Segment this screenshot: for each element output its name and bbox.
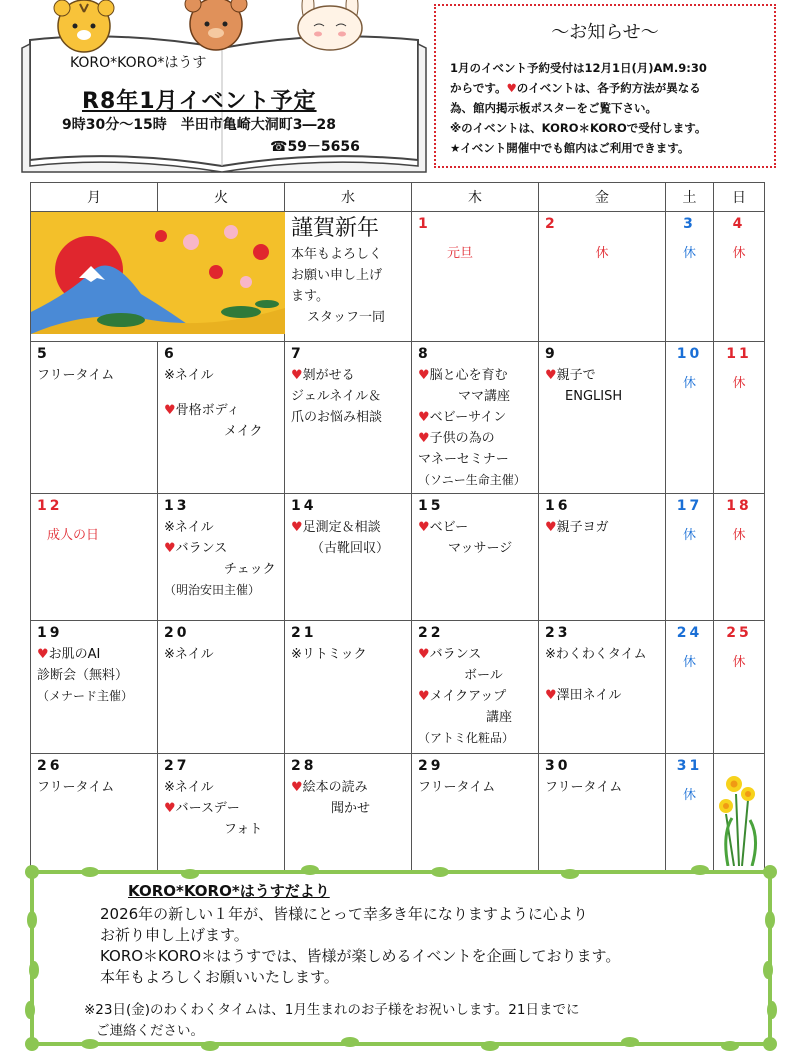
event-text: フォト <box>224 822 263 837</box>
closed-label: 休 <box>682 376 696 391</box>
day-number: 11 <box>726 346 752 362</box>
day-cell <box>158 754 285 874</box>
heart-icon: ♥ <box>418 520 430 535</box>
event-text: マネーセミナー <box>418 452 509 467</box>
closed-label: 休 <box>682 788 696 803</box>
day-number: 18 <box>726 498 752 514</box>
weekday-header-row <box>31 183 765 212</box>
page-title: R8年1月イベント予定 <box>82 89 317 114</box>
event-calendar <box>30 182 765 874</box>
notice-line: からです。♥のイベントは、各予約方法が異なる <box>450 81 701 95</box>
newsletter-title: KORO*KORO*はうすだより <box>128 882 330 900</box>
event-text: バランス <box>175 541 228 556</box>
day-number: 20 <box>164 625 190 641</box>
day-cell <box>714 342 765 494</box>
event-text: 剝がせる <box>302 368 355 383</box>
day-number: 16 <box>545 498 571 514</box>
closed-label: 休 <box>732 246 746 261</box>
calendar-week <box>31 212 765 342</box>
rabbit-character-icon <box>298 0 362 50</box>
new-year-greeting-cell <box>285 212 412 342</box>
day-number: 28 <box>291 758 317 774</box>
event-text: マッサージ <box>448 541 513 556</box>
day-cell <box>666 494 714 621</box>
day-number: 12 <box>37 498 63 514</box>
calendar-week <box>31 494 765 621</box>
notice-box <box>434 4 776 168</box>
day-cell <box>158 342 285 494</box>
day-cell <box>412 494 539 621</box>
event-text: （古靴回収） <box>311 541 390 556</box>
event-text: 親子で <box>556 368 596 383</box>
event-text: ※ネイル <box>164 368 214 383</box>
heart-icon: ♥ <box>418 410 430 425</box>
day-cell <box>666 212 714 342</box>
day-cell <box>714 212 765 342</box>
day-number: 17 <box>676 498 703 514</box>
closed-label: 休 <box>732 655 746 670</box>
heart-icon: ♥ <box>545 520 557 535</box>
weekday-tue: 火 <box>158 183 285 212</box>
weekday-thu: 木 <box>412 183 539 212</box>
newsletter-body <box>100 904 740 988</box>
day-cell <box>31 621 158 754</box>
newsletter-line: お祈り申し上げます。 <box>100 926 249 944</box>
daffodil-icon <box>714 754 765 866</box>
day-cell <box>539 342 666 494</box>
day-number: 1 <box>418 216 431 232</box>
heart-icon: ♥ <box>164 801 176 816</box>
day-cell <box>412 754 539 874</box>
heart-icon: ♥ <box>418 647 430 662</box>
day-cell <box>666 754 714 874</box>
day-number: 15 <box>418 498 444 514</box>
event-text: 骨格ボディ <box>175 403 240 418</box>
day-cell <box>285 342 412 494</box>
day-number: 9 <box>545 346 558 362</box>
day-number: 24 <box>676 625 703 641</box>
daffodil-illustration-cell <box>714 754 765 874</box>
event-text: 脳と心を育む <box>429 368 508 383</box>
calendar-week <box>31 754 765 874</box>
notice-line: 為、館内掲示板ポスターをご覧下さい。 <box>450 101 657 115</box>
event-text: メイク <box>224 424 263 439</box>
event-text: （アトミ化粧品） <box>418 731 515 745</box>
notice-line: 1月のイベント予約受付は12月1日(月)AM.9:30 <box>450 61 707 75</box>
day-cell <box>158 494 285 621</box>
day-number: 13 <box>164 498 190 514</box>
event-text: （明治安田主催） <box>164 583 261 597</box>
event-text: バースデー <box>175 801 240 816</box>
day-number: 25 <box>726 625 752 641</box>
new-year-illustration-cell <box>31 212 285 342</box>
event-text: ※わくわくタイム <box>545 647 647 662</box>
notice-line: ※のイベントは、KORO＊KOROで受付します。 <box>450 121 707 135</box>
event-text: チェック <box>224 562 276 577</box>
heart-icon: ♥ <box>291 780 303 795</box>
opening-hours-address: 9時30分～15時 半田市亀崎大洞町3―28 <box>62 117 336 133</box>
day-cell <box>714 621 765 754</box>
event-text: フリータイム <box>37 368 115 383</box>
event-text: フリータイム <box>545 780 623 795</box>
newsletter-note <box>84 1000 724 1042</box>
heart-icon: ♥ <box>506 81 517 95</box>
heart-icon: ♥ <box>164 541 176 556</box>
day-number: 23 <box>545 625 571 641</box>
weekday-mon: 月 <box>31 183 158 212</box>
closed-label: 休 <box>732 528 746 543</box>
greeting-line: ます。 <box>291 289 329 304</box>
closed-label: 休 <box>682 246 696 261</box>
day-cell <box>412 342 539 494</box>
day-number: 8 <box>418 346 431 362</box>
event-text: 子供の為の <box>429 431 495 446</box>
event-text: 親子ヨガ <box>556 520 609 535</box>
event-text: （メナード主催） <box>37 689 134 703</box>
greeting-line: スタッフ一同 <box>307 310 386 325</box>
day-number: 14 <box>291 498 317 514</box>
event-text: メイクアップ <box>429 689 507 704</box>
newsletter-line: 2026年の新しい１年が、皆様にとって幸多き年になりますように心より <box>100 905 588 923</box>
newsletter-line: 本年もよろしくお願いいたします。 <box>100 968 339 986</box>
event-text: ※ネイル <box>164 647 214 662</box>
greeting-line: 本年もよろしく <box>291 247 383 262</box>
closed-label: 休 <box>732 376 746 391</box>
day-cell <box>31 494 158 621</box>
event-text: ママ講座 <box>458 389 511 404</box>
day-cell <box>539 494 666 621</box>
greeting-title: 謹賀新年 <box>291 216 380 241</box>
day-cell <box>412 212 539 342</box>
mount-fuji-sunrise-illustration <box>31 212 285 334</box>
day-number: 31 <box>676 758 703 774</box>
day-number: 29 <box>418 758 444 774</box>
event-text: ※ネイル <box>164 520 214 535</box>
day-number: 3 <box>683 216 696 232</box>
day-number: 7 <box>291 346 304 362</box>
day-number: 27 <box>164 758 190 774</box>
heart-icon: ♥ <box>164 403 176 418</box>
day-cell <box>666 342 714 494</box>
heart-icon: ♥ <box>291 368 303 383</box>
weekday-sun: 日 <box>714 183 765 212</box>
day-number: 30 <box>545 758 571 774</box>
newsletter-note-line: ※23日(金)のわくわくタイムは、1月生まれのお子様をお祝いします。21日までに <box>84 1002 580 1018</box>
day-cell <box>539 754 666 874</box>
closed-label: 休 <box>682 655 696 670</box>
calendar-week <box>31 342 765 494</box>
event-text: フリータイム <box>418 780 496 795</box>
event-text: 爪のお悩み相談 <box>291 410 383 425</box>
day-number: 6 <box>164 346 177 362</box>
event-text: ベビーサイン <box>429 410 507 425</box>
day-cell <box>158 621 285 754</box>
brand-name: KORO*KORO*はうす <box>70 55 207 71</box>
heart-icon: ♥ <box>545 368 557 383</box>
event-text: バランス <box>429 647 482 662</box>
day-number: 26 <box>37 758 63 774</box>
weekday-sat: 土 <box>666 183 714 212</box>
day-number: 10 <box>676 346 703 362</box>
weekday-wed: 水 <box>285 183 412 212</box>
notice-title: ～お知らせ～ <box>551 22 659 43</box>
phone-number: ☎59－5656 <box>270 139 360 155</box>
heart-icon: ♥ <box>418 431 430 446</box>
day-cell <box>285 754 412 874</box>
event-text: 講座 <box>486 710 513 725</box>
day-cell <box>539 212 666 342</box>
day-cell <box>666 621 714 754</box>
event-text: 絵本の読み <box>302 780 368 795</box>
event-text: 足測定＆相談 <box>302 520 381 535</box>
event-text: ENGLISH <box>565 389 623 404</box>
day-number: 21 <box>291 625 317 641</box>
event-text: ボール <box>464 668 503 683</box>
day-number: 2 <box>545 216 558 232</box>
greeting-line: お願い申し上げ <box>291 268 383 283</box>
heart-icon: ♥ <box>545 688 557 703</box>
day-cell <box>285 494 412 621</box>
day-cell <box>714 494 765 621</box>
newsletter-line: KORO＊KORO＊はうすでは、皆様が楽しめるイベントを企画しております。 <box>100 947 621 965</box>
event-text: ※ネイル <box>164 780 214 795</box>
notice-line: ★イベント開催中でも館内はご利用できます。 <box>450 141 690 155</box>
heart-icon: ♥ <box>291 520 303 535</box>
event-text: 澤田ネイル <box>556 688 622 703</box>
day-cell <box>31 342 158 494</box>
day-cell <box>31 754 158 874</box>
event-text: 聞かせ <box>331 801 371 816</box>
event-text: 診断会（無料） <box>37 668 129 683</box>
bear-character-icon <box>185 0 247 50</box>
newsletter-note-line: ご連絡ください。 <box>96 1023 204 1039</box>
day-number: 22 <box>418 625 444 641</box>
day-cell <box>412 621 539 754</box>
weekday-fri: 金 <box>539 183 666 212</box>
event-text: フリータイム <box>37 780 115 795</box>
day-number: 5 <box>37 346 50 362</box>
heart-icon: ♥ <box>418 368 430 383</box>
closed-label: 休 <box>595 246 609 261</box>
event-text: お肌のAI <box>48 647 101 662</box>
holiday-label: 成人の日 <box>47 528 100 543</box>
day-number: 4 <box>732 216 746 232</box>
event-text: （ソニー生命主催） <box>418 473 526 487</box>
day-number: 19 <box>37 625 63 641</box>
notice-lines <box>450 58 770 158</box>
closed-label: 休 <box>682 528 696 543</box>
heart-icon: ♥ <box>418 689 430 704</box>
day-cell <box>285 621 412 754</box>
holiday-label: 元旦 <box>446 246 473 261</box>
day-cell <box>539 621 666 754</box>
event-text: ジェルネイル＆ <box>291 389 382 404</box>
heart-icon: ♥ <box>37 647 49 662</box>
calendar-week <box>31 621 765 754</box>
event-text: ※リトミック <box>291 647 367 662</box>
event-text: ベビー <box>429 520 469 535</box>
